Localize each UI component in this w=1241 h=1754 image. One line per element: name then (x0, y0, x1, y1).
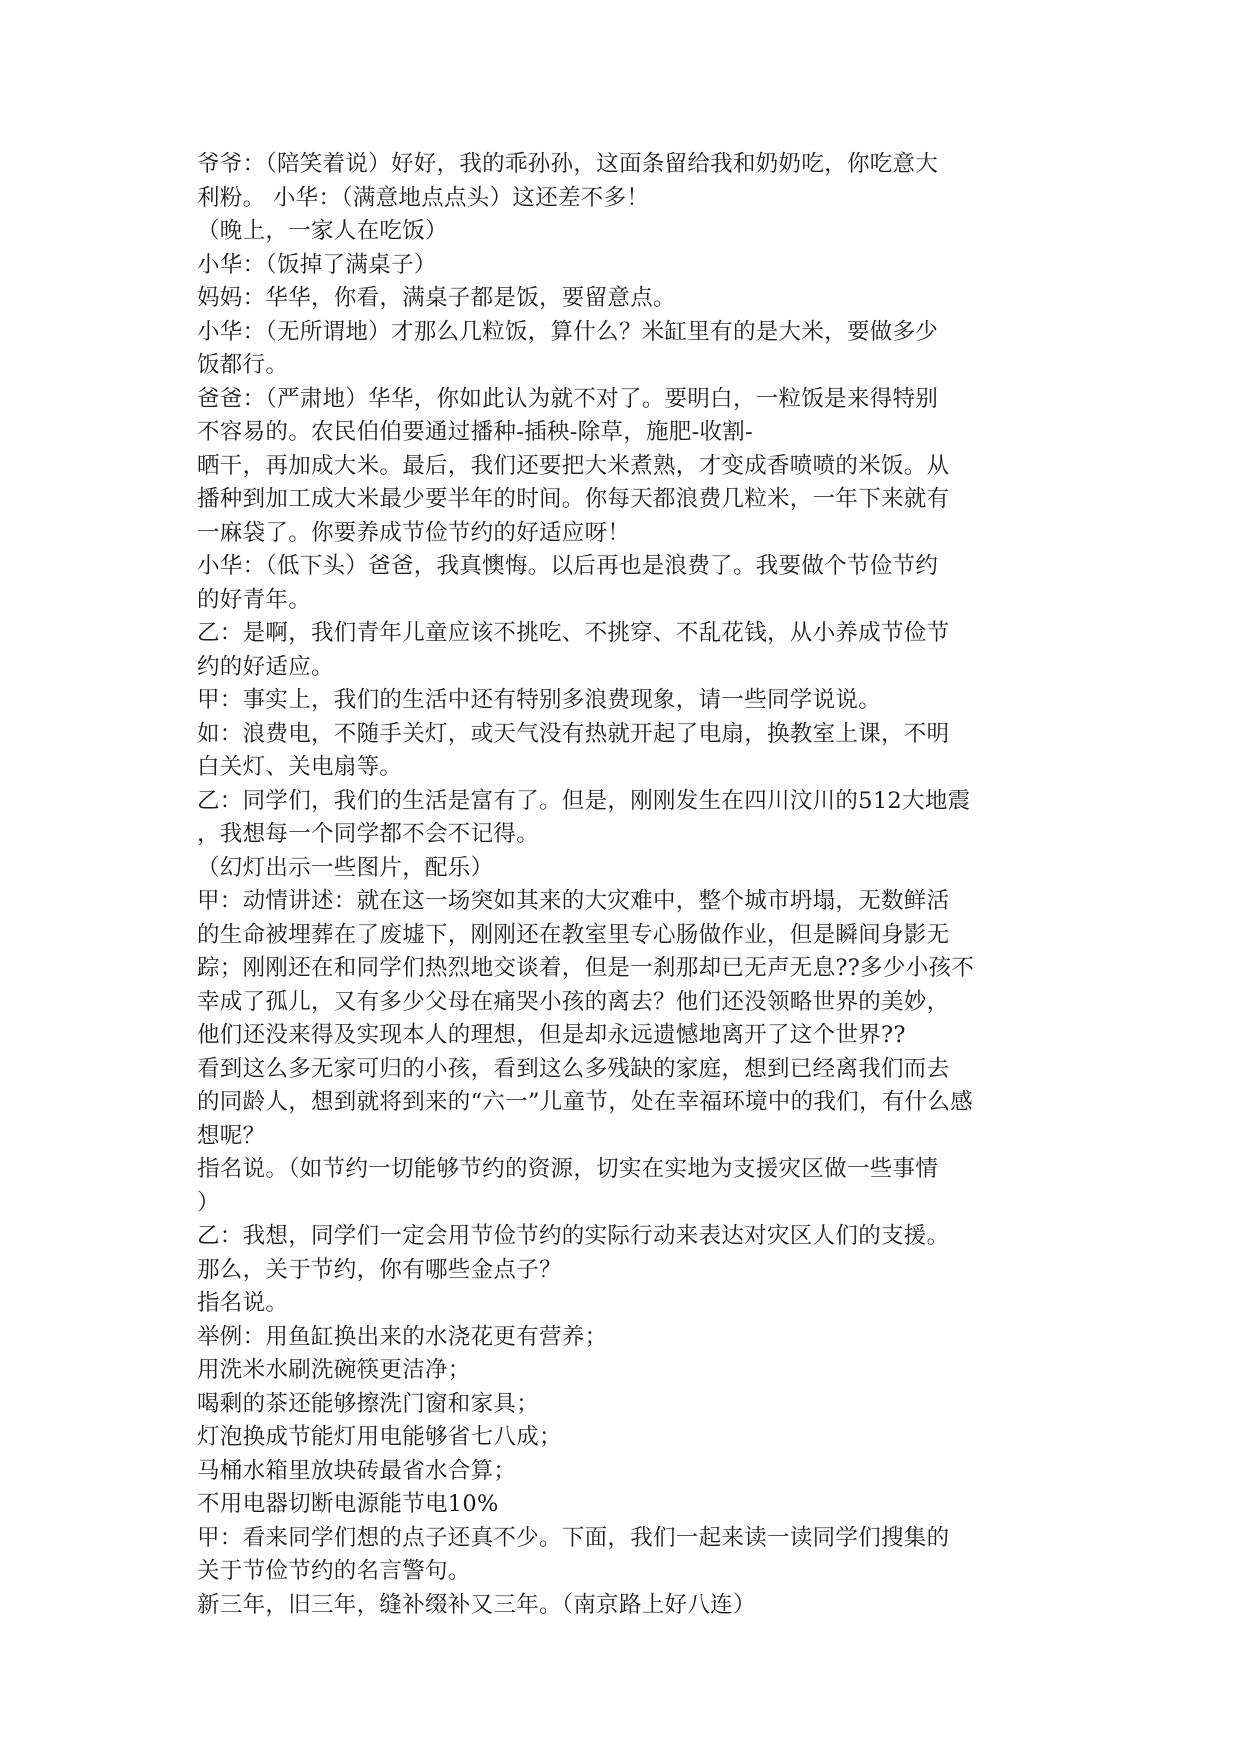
text-line: 乙：我想，同学们一定会用节俭节约的实际行动来表达对灾区人们的支援。 (197, 1223, 950, 1249)
text-line: 甲：看来同学们想的点子还真不少。下面，我们一起来读一读同学们搜集的 (197, 1524, 950, 1551)
text-line: 的好青年。 (197, 586, 312, 613)
text-line: 如：浪费电，不随手关灯，或天气没有热就开起了电扇，换教室上课，不明 (197, 720, 950, 747)
text-line: 小华：（低下头）爸爸，我真懊悔。以后再也是浪费了。我要做个节俭节约 (197, 553, 939, 579)
text-line: 乙：同学们，我们的生活是富有了。但是，刚刚发生在四川汶川的512大地震 (197, 787, 971, 814)
text-line: 幸成了孤儿，又有多少父母在痛哭小孩的离去？他们还没领略世界的美妙， (197, 988, 950, 1015)
text-line: 关于节俭节约的名言警句。 (197, 1558, 471, 1584)
text-line: 的同龄人，想到就将到来的“六一”儿童节，处在幸福环境中的我们，有什么感 (197, 1089, 974, 1115)
text-line: 白关灯、关电扇等。 (197, 754, 403, 780)
text-line: 乙：是啊，我们青年儿童应该不挑吃、不挑穿、不乱花钱，从小养成节俭节 (197, 620, 950, 646)
text-line: 他们还没来得及实现本人的理想，但是却永远遗憾地离开了这个世界?? (197, 1022, 906, 1048)
text-line: 不容易的。农民伯伯要通过播种-插秧-除草，施肥-收割- (197, 419, 754, 445)
text-line: 播种到加工成大米最少要半年的时间。你每天都浪费几粒米，一年下来就有 (197, 486, 950, 512)
text-line: 一麻袋了。你要养成节俭节约的好适应呀！ (197, 519, 631, 546)
text-line: 马桶水箱里放块砖最省水合算； (197, 1457, 517, 1484)
text-line: 饭都行。 (197, 352, 289, 378)
text-line: ） (197, 1189, 220, 1216)
text-line: 利粉。 小华：（满意地点点头）这还差不多！ (197, 184, 650, 211)
text-line: 灯泡换成节能灯用电能够省七八成； (197, 1424, 562, 1450)
text-line: 妈妈：华华，你看，满桌子都是饭，要留意点。 (197, 285, 676, 311)
text-line: 晒干，再加成大米。最后，我们还要把大米煮熟，才变成香喷喷的米饭。从 (197, 452, 950, 479)
text-line: 那么，关于节约，你有哪些金点子？ (197, 1256, 562, 1283)
text-line: 爷爷：（陪笑着说）好好，我的乖孙孙，这面条留给我和奶奶吃，你吃意大 (197, 151, 939, 177)
text-line: 指名说。 (197, 1290, 289, 1316)
text-line: 新三年，旧三年，缝补缀补又三年。（南京路上好八连） (197, 1591, 756, 1618)
text-line: 喝剩的茶还能够擦洗门窗和家具； (197, 1390, 540, 1417)
text-line: 举例：用鱼缸换出来的水浇花更有营养； (197, 1323, 608, 1350)
text-line: 指名说。（如节约一切能够节约的资源，切实在实地为支援灾区做一些事情 (197, 1156, 939, 1182)
text-line: 爸爸：（严肃地）华华，你如此认为就不对了。要明白，一粒饭是来得特别 (197, 385, 939, 412)
text-line: 不用电器切断电源能节电10% (197, 1491, 499, 1517)
text-line: ，我想每一个同学都不会不记得。 (197, 821, 540, 847)
text-line: 的生命被埋葬在了废墟下，刚刚还在教室里专心肠做作业，但是瞬间身影无 (197, 921, 950, 948)
text-line: 看到这么多无家可归的小孩，看到这么多残缺的家庭，想到已经离我们而去 (197, 1055, 950, 1082)
text-line: （晚上，一家人在吃饭） (197, 218, 448, 244)
text-line: （幻灯出示一些图片，配乐） (197, 854, 494, 881)
text-line: 踪；刚刚还在和同学们热烈地交谈着，但是一刹那却已无声无息??多少小孩不 (197, 955, 975, 981)
text-line: 甲：动情讲述：就在这一场突如其来的大灾难中，整个城市坍塌，无数鲜活 (197, 888, 950, 914)
text-line: 小华：（饭掉了满桌子） (197, 251, 437, 278)
text-line: 想呢？ (197, 1122, 266, 1149)
text-line: 约的好适应。 (197, 653, 334, 680)
text-line: 小华：（无所谓地）才那么几粒饭，算什么？米缸里有的是大米，要做多少 (197, 318, 939, 345)
text-line: 用洗米水刷洗碗筷更洁净； (197, 1357, 471, 1383)
document-body (197, 148, 1047, 1622)
text-line: 甲：事实上，我们的生活中还有特别多浪费现象，请一些同学说说。 (197, 687, 882, 713)
